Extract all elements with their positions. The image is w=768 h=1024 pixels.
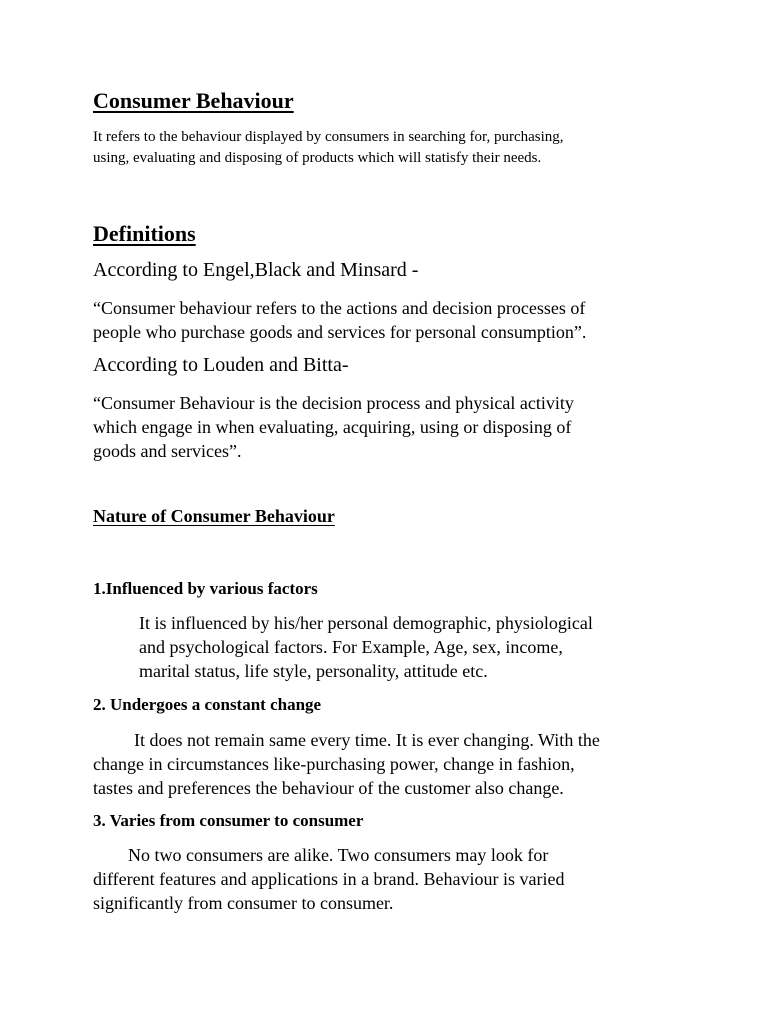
nature-heading: Nature of Consumer Behaviour xyxy=(93,506,335,526)
point-line: and psychological factors. For Example, Age, sex, income, xyxy=(139,637,563,657)
page-title: Consumer Behaviour xyxy=(93,88,294,113)
point-line: different features and applications in a brand. Behaviour is varied xyxy=(93,869,565,889)
point-body xyxy=(93,843,565,915)
quote-line: “Consumer Behaviour is the decision process and physical activity xyxy=(93,393,574,413)
point-line: It is influenced by his/her personal demographic, physiological xyxy=(139,613,593,633)
intro-line: It refers to the behaviour displayed by consumers in searching for, purchasing, xyxy=(93,129,564,145)
definition-quote xyxy=(93,391,574,463)
point-body xyxy=(139,611,593,683)
definitions-heading: Definitions xyxy=(93,221,196,246)
point-line: change in circumstances like-purchasing power, change in fashion, xyxy=(93,754,575,774)
point-title: 1.Influenced by various factors xyxy=(93,579,318,598)
definition-source: According to Engel,Black and Minsard - xyxy=(93,259,419,281)
point-line: tastes and preferences the behaviour of the customer also change. xyxy=(93,778,564,798)
definition-source: According to Louden and Bitta- xyxy=(93,354,349,376)
point-line: significantly from consumer to consumer. xyxy=(93,893,394,913)
quote-line: goods and services”. xyxy=(93,441,242,461)
quote-line: which engage in when evaluating, acquiring, using or disposing of xyxy=(93,417,572,437)
quote-line: people who purchase goods and services for personal consumption”. xyxy=(93,322,587,342)
point-line: It does not remain same every time. It is ever changing. With the xyxy=(134,730,600,750)
point-title: 2. Undergoes a constant change xyxy=(93,695,322,714)
intro-line: using, evaluating and disposing of products which will statisfy their needs. xyxy=(93,150,542,166)
definition-quote xyxy=(93,296,586,344)
point-line: marital status, life style, personality, attitude etc. xyxy=(139,661,488,681)
point-line: No two consumers are alike. Two consumers may look for xyxy=(128,845,549,865)
intro-paragraph xyxy=(93,127,693,169)
point-body xyxy=(93,728,600,800)
quote-line: “Consumer behaviour refers to the actions and decision processes of xyxy=(93,298,586,318)
point-title: 3. Varies from consumer to consumer xyxy=(93,811,364,830)
